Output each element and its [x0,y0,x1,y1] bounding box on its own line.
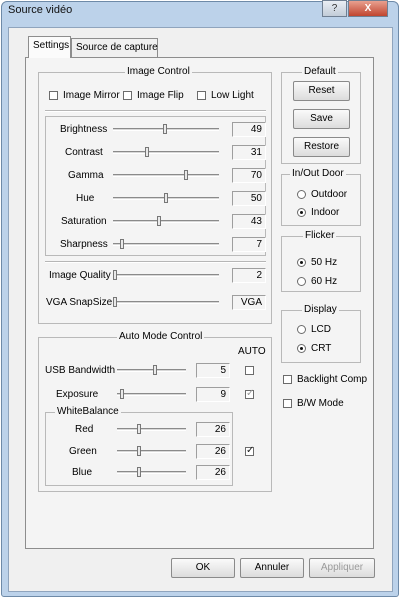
low-light-checkbox[interactable] [197,91,206,100]
hue-label: Hue [76,193,95,204]
vga-snapsize-thumb[interactable] [113,297,117,307]
brightness-value: 49 [232,122,266,137]
display-group [281,310,361,363]
contrast-thumb[interactable] [145,147,149,157]
contrast-value: 31 [232,145,266,160]
image-flip-label: Image Flip [137,90,184,101]
lcd-radio[interactable] [297,325,306,334]
usb-bandwidth-auto-checkbox[interactable] [245,366,254,375]
usb-bandwidth-slider[interactable] [117,369,186,372]
gamma-slider[interactable] [113,174,219,177]
vga-snapsize-value: VGA [232,295,266,310]
low-light-label: Low Light [211,90,254,101]
hue-value: 50 [232,191,266,206]
exposure-value: 9 [196,387,230,402]
usb-bandwidth-label: USB Bandwidth [45,365,116,376]
saturation-label: Saturation [61,216,107,227]
vga-snapsize-slider[interactable] [113,301,219,304]
help-button[interactable]: ? [322,0,347,17]
cancel-button[interactable]: Annuler [240,558,304,578]
brightness-label: Brightness [60,124,108,135]
image-quality-label: Image Quality [49,270,111,281]
green-slider[interactable] [117,450,186,453]
60hz-label: 60 Hz [311,276,338,287]
lcd-label: LCD [311,324,332,335]
indoor-radio[interactable] [297,208,306,217]
quality-divider [45,261,266,263]
crt-radio[interactable] [297,344,306,353]
image-flip-checkbox[interactable] [123,91,132,100]
usb-bandwidth-thumb[interactable] [153,365,157,375]
exposure-auto-checkbox[interactable] [245,390,254,399]
backlight-comp-label: Backlight Comp [297,374,368,385]
green-label: Green [69,446,97,457]
inout-door-title: In/Out Door [292,168,344,179]
exposure-thumb[interactable] [120,389,124,399]
sharpness-value: 7 [232,237,266,252]
green-thumb[interactable] [137,446,141,456]
ok-button[interactable]: OK [171,558,235,578]
saturation-slider[interactable] [113,220,219,223]
apply-button[interactable]: Appliquer [309,558,375,578]
restore-button[interactable]: Restore [293,137,350,157]
image-control-divider [45,110,266,112]
vga-snapsize-label: VGA SnapSize [46,297,113,308]
gamma-value: 70 [232,168,266,183]
inout-door-group [281,174,361,226]
sharpness-label: Sharpness [60,239,108,250]
image-sliders-box [45,116,266,256]
gamma-label: Gamma [68,170,104,181]
display-title: Display [304,304,337,315]
flicker-title: Flicker [305,230,335,241]
white-balance-auto-checkbox[interactable] [245,447,254,456]
image-mirror-checkbox[interactable] [49,91,58,100]
blue-label: Blue [72,467,93,478]
red-label: Red [75,424,94,435]
green-value: 26 [196,444,230,459]
crt-label: CRT [311,343,332,354]
hue-thumb[interactable] [164,193,168,203]
brightness-thumb[interactable] [163,124,167,134]
auto-mode-title: Auto Mode Control [119,331,203,342]
50hz-radio[interactable] [297,258,306,267]
sharpness-slider[interactable] [113,243,219,246]
blue-slider[interactable] [117,471,186,474]
exposure-label: Exposure [56,389,99,400]
saturation-thumb[interactable] [157,216,161,226]
reset-button[interactable]: Reset [293,81,350,101]
tab-settings[interactable]: Settings [28,36,71,58]
contrast-label: Contrast [65,147,103,158]
sharpness-thumb[interactable] [120,239,124,249]
red-value: 26 [196,422,230,437]
blue-thumb[interactable] [137,467,141,477]
outdoor-radio[interactable] [297,190,306,199]
white-balance-title: WhiteBalance [57,406,119,417]
red-thumb[interactable] [137,424,141,434]
gamma-thumb[interactable] [184,170,188,180]
image-quality-slider[interactable] [113,274,219,277]
contrast-slider[interactable] [113,151,219,154]
auto-header: AUTO [238,346,266,357]
outdoor-label: Outdoor [311,189,348,200]
usb-bandwidth-value: 5 [196,363,230,378]
exposure-slider[interactable] [117,393,186,396]
window-title: Source vidéo [8,4,73,16]
image-control-title: Image Control [127,66,190,77]
image-mirror-label: Image Mirror [63,90,120,101]
red-slider[interactable] [117,428,186,431]
60hz-radio[interactable] [297,277,306,286]
backlight-comp-checkbox[interactable] [283,375,292,384]
tab-source-de-capture[interactable]: Source de capture [71,38,158,57]
indoor-label: Indoor [311,207,340,218]
image-quality-thumb[interactable] [113,270,117,280]
bw-mode-checkbox[interactable] [283,399,292,408]
close-button[interactable]: X [348,0,388,17]
50hz-label: 50 Hz [311,257,338,268]
image-quality-value: 2 [232,268,266,283]
default-title: Default [304,66,336,77]
save-button[interactable]: Save [293,109,350,129]
saturation-value: 43 [232,214,266,229]
brightness-slider[interactable] [113,128,219,131]
bw-mode-label: B/W Mode [297,398,344,409]
hue-slider[interactable] [113,197,219,200]
blue-value: 26 [196,465,230,480]
